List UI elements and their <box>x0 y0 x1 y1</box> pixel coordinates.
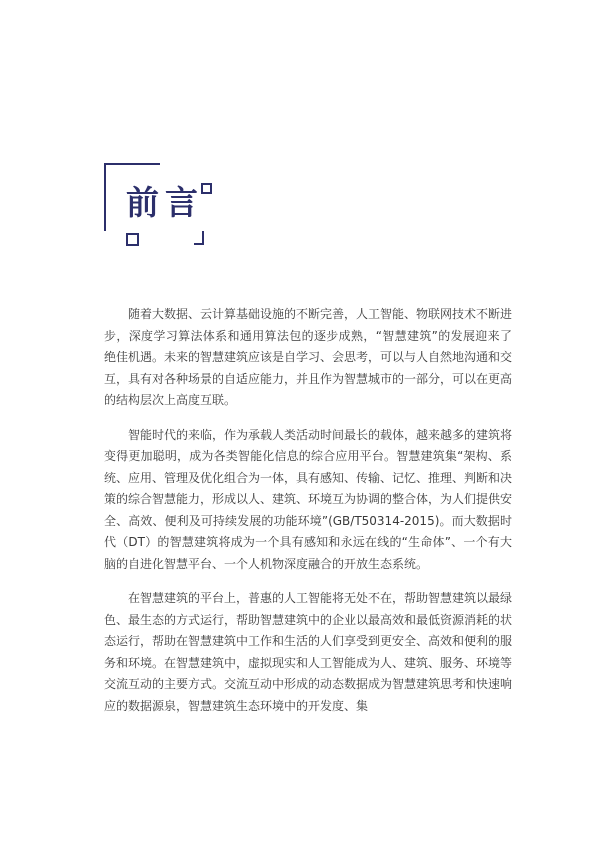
body-text <box>104 304 512 730</box>
square-ornament-bottom-left <box>126 233 139 246</box>
corner-bracket-bottom-right <box>194 231 204 245</box>
paragraph-1: 随着大数据、云计算基础设施的不断完善，人工智能、物联网技术不断进步，深度学习算法体系和通用算法包的逐步成熟，“智慧建筑”的发展迎来了绝佳机遇。未来的智慧建筑应该是自学习、会思考，可以与人自然地沟通和交互，具有对各种场景的自适应能力，并且作为智慧城市的一部分，可以在更高的结构层次上高度互联。 <box>104 307 513 407</box>
heading-ornament <box>104 155 224 255</box>
page-title: 前言 <box>126 183 204 222</box>
paragraph-3: 在智慧建筑的平台上，普惠的人工智能将无处不在，帮助智慧建筑以最绿色、最生态的方式运行，帮助智慧建筑中的企业以最高效和最低资源消耗的状态运行，帮助在智慧建筑中工作和生活的人们享受到更安全、高效和便利的服务和环境。在智慧建筑中，虚拟现实和人工智能成为人、建筑、服务、环境等交流互动的主要方式。交流互动中形成的动态数据成为智慧建筑思考和快速响应的数据源泉，智慧建筑生态环境中的开发度、集 <box>104 591 513 713</box>
paragraph-2: 智能时代的来临，作为承载人类活动时间最长的载体，越来越多的建筑将变得更加聪明，成为各类智能化信息的综合应用平台。智慧建筑集“架构、系统、应用、管理及优化组合为一体，具有感知、传输、记忆、推理、判断和决策的综合智慧能力，形成以人、建筑、环境互为协调的整合体，为人们提供安全、高效、便利及可持续发展的功能环境”(GB/T50314-2015)。而大数据时代（DT）的智慧建筑将成为一个具有感知和永远在线的“生命体”、一个有大脑的自进化智慧平台、一个人机物深度融合的开放生态系统。 <box>104 427 513 571</box>
